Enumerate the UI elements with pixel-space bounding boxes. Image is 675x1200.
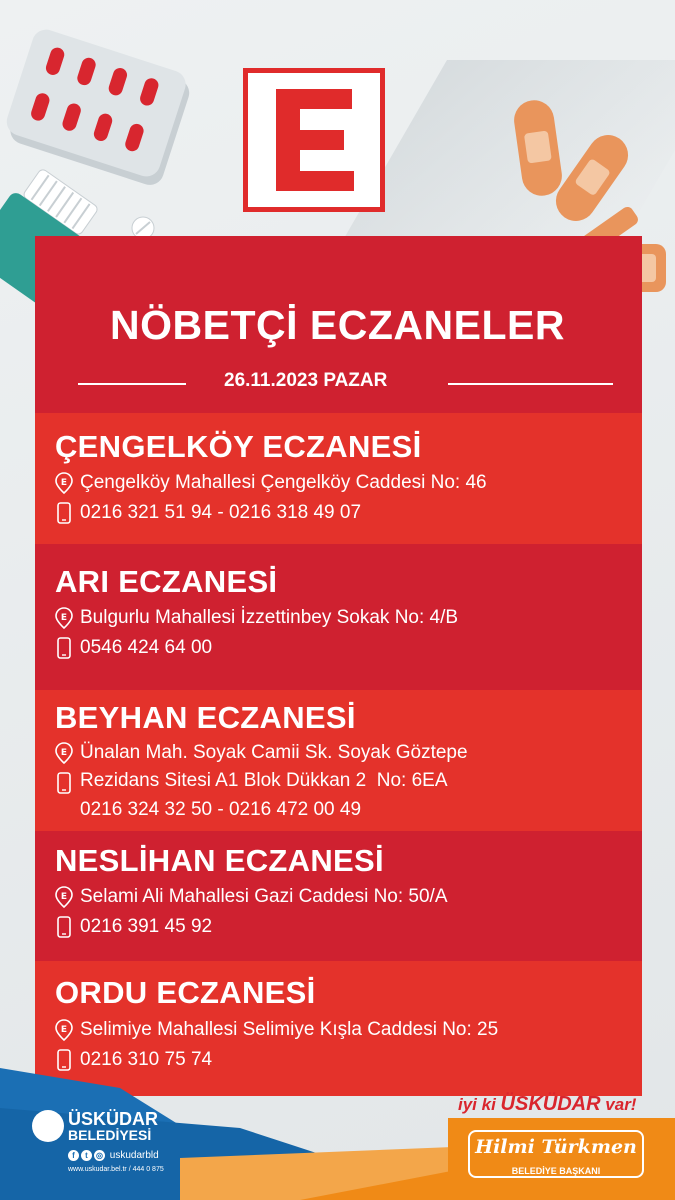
municipality-logo [32,1110,172,1180]
pharmacy-name: ÇENGELKÖY ECZANESİ [55,429,422,464]
website-text: www.uskudar.bel.tr / 444 0 875 [68,1166,164,1173]
instagram-icon: ◎ [94,1150,105,1161]
pharmacy-e-logo [243,68,385,212]
pharmacy-card [35,413,642,544]
date-label: 26.11.2023 PAZAR [224,370,388,391]
slogan-prefix: iyi ki [458,1095,496,1114]
blister-pack-icon [1,26,195,189]
mayor-title: BELEDİYE BAŞKANI [511,1166,601,1176]
divider-left [78,383,186,385]
twitter-icon: t [81,1150,92,1161]
slogan-brand: ÜSKÜDAR [500,1093,601,1115]
page-title: NÖBETÇİ ECZANELER [110,302,565,348]
pharmacy-address: Ünalan Mah. Soyak Camii Sk. Soyak Göztepe [80,742,468,763]
facebook-icon: f [68,1150,79,1161]
pharmacy-card [35,690,642,831]
municipality-seal-icon [32,1110,64,1142]
pharmacy-phone: 0216 321 51 94 - 0216 318 49 07 [80,502,362,523]
pharmacy-name: ORDU ECZANESİ [55,975,316,1010]
mayor-name: Hilmi Türkmen [475,1136,637,1158]
municipality-subtitle: BELEDİYESİ [68,1127,152,1143]
svg-text:E: E [60,1025,68,1035]
pharmacy-phone: 0216 391 45 92 [80,916,213,937]
svg-text:E: E [60,613,68,623]
phone-icon [55,772,73,794]
mayor-signature [468,1130,644,1178]
pharmacy-name: BEYHAN ECZANESİ [55,700,356,735]
pharmacy-name: NESLİHAN ECZANESİ [55,843,384,878]
pharmacy-name: ARI ECZANESİ [55,564,278,599]
location-pin-icon [55,472,73,494]
pharmacy-phone: 0546 424 64 00 [80,637,213,658]
phone-icon [55,916,73,938]
social-handle: uskudarbld [109,1150,159,1161]
pharmacy-address: Selimiye Mahallesi Selimiye Kışla Caddesi No: 25 [80,1019,499,1040]
divider-right [448,383,613,385]
municipality-name: ÜSKÜDAR [68,1109,158,1129]
slogan [458,1093,636,1116]
svg-text:E: E [60,748,68,758]
location-pin-icon [55,742,73,764]
date-row [78,370,613,396]
phone-icon [55,502,73,524]
svg-text:E: E [60,892,68,902]
pharmacy-card [35,544,642,690]
e-letter-icon [248,73,380,207]
pharmacy-address-line2: Rezidans Sitesi A1 Blok Dükkan 2 No: 6EA [80,770,448,791]
phone-icon [55,637,73,659]
svg-text:E: E [60,478,68,488]
pharmacy-phone: 0216 310 75 74 [80,1049,213,1070]
slogan-suffix: var! [605,1095,637,1114]
location-pin-icon [55,886,73,908]
location-pin-icon [55,1019,73,1041]
social-row [68,1150,159,1161]
pharmacy-phone: 0216 324 32 50 - 0216 472 00 49 [80,799,362,820]
pharmacy-address: Selami Ali Mahallesi Gazi Caddesi No: 50/A [80,886,448,907]
pharmacy-card [35,831,642,961]
pharmacy-address: Çengelköy Mahallesi Çengelköy Caddesi No: 46 [80,472,487,493]
location-pin-icon [55,607,73,629]
pharmacy-address: Bulgurlu Mahallesi İzzettinbey Sokak No: 4/B [80,607,459,628]
